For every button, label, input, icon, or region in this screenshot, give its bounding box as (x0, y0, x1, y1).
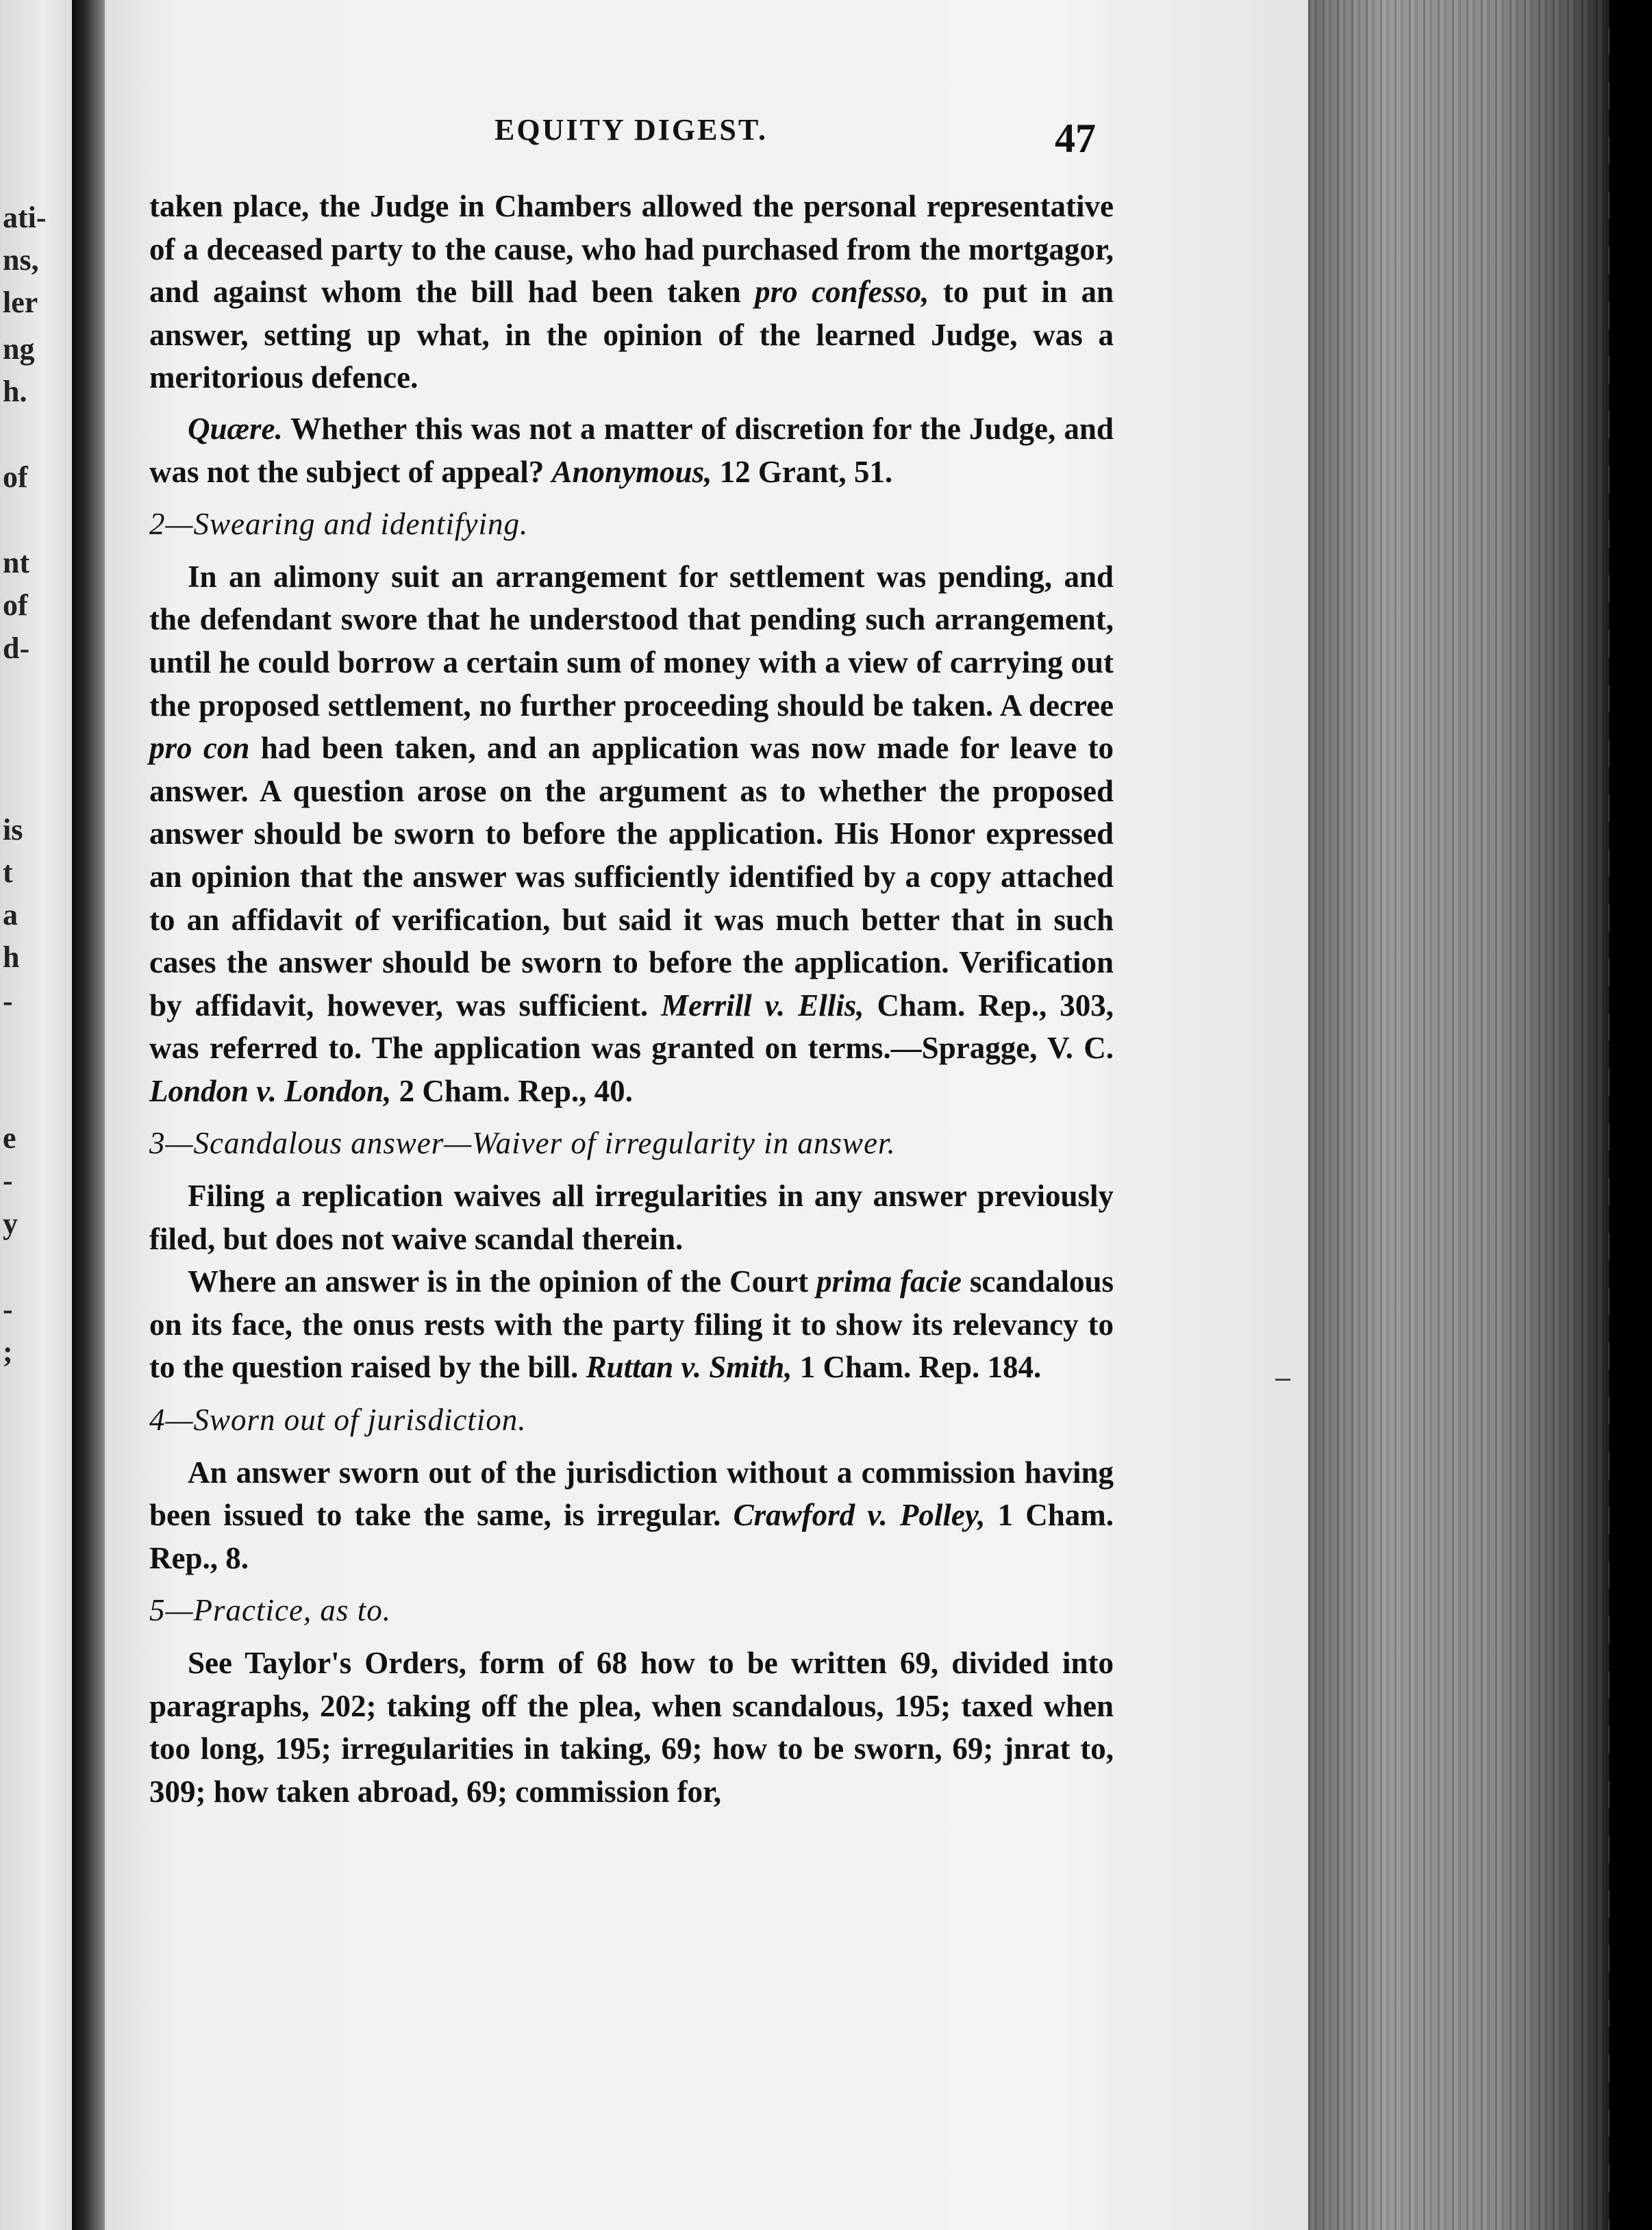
margin-fragment: h. (3, 375, 27, 408)
margin-fragment: ; (3, 1335, 13, 1368)
text-run: Cham. Rep., 303, was referred to. The application was granted on terms.—Spragge, V. C. (149, 988, 1114, 1066)
text-run: had been taken, and an application was now made for leave to answer. A question arose on the argument as to whether the proposed answer should be sworn to before the application. His Honor expressed an opinion that the answer was sufficiently identified by a copy attached to an affidavit of verification, but said it was much better that in such cases the answer should be sworn to before the application. Verification by affidavit, however, was sufficient. (149, 731, 1114, 1023)
margin-fragment: h (3, 940, 20, 974)
italic-term: prima facie (816, 1264, 962, 1299)
paragraph (149, 408, 1114, 493)
page-body (149, 185, 1114, 1813)
text-run: Where an answer is in the opinion of the Court (188, 1264, 817, 1299)
paragraph: Filing a replication waives all irregularities in any answer previously filed, but does not waive scandal therein. (149, 1179, 1114, 1256)
paragraph (149, 1451, 1114, 1580)
margin-fragment: a (3, 898, 18, 931)
margin-fragment: t (3, 855, 13, 889)
text-run: 12 Grant, 51. (712, 454, 893, 489)
text-run: 2 Cham. Rep., 40. (391, 1073, 633, 1108)
margin-fragment: - (3, 984, 13, 1018)
margin-fragment: of (3, 460, 28, 494)
section-heading: 3—Scandalous answer—Waiver of irregularity in answer. (149, 1126, 896, 1161)
section-heading: 4—Sworn out of jurisdiction. (149, 1403, 527, 1438)
running-header: EQUITY DIGEST. (495, 113, 768, 147)
margin-fragment: - (3, 1292, 13, 1326)
paragraph (149, 185, 1114, 399)
text-run: taken place, the Judge in Chambers allowed the personal representative of a deceased party to the cause, who had purchased from the mortgagor, and against whom the bill had been taken (149, 189, 1114, 310)
italic-term: Quære. (188, 411, 283, 446)
scan-border (1610, 0, 1652, 2230)
italic-term: pro confesso, (755, 275, 929, 310)
case-citation: Ruttan v. Smith, (586, 1350, 792, 1385)
margin-fragment: y (3, 1207, 18, 1240)
margin-fragment: e (3, 1121, 16, 1155)
text-run: scandalous on its face, the onus rests with the party filing it to show its relevancy to to the question raised by the bill. (149, 1264, 1114, 1385)
text-run: 1 Cham. Rep. 184. (792, 1350, 1042, 1385)
case-citation: London v. London, (149, 1073, 392, 1108)
margin-fragment: nt (3, 546, 30, 579)
margin-fragment: - (3, 1164, 13, 1197)
margin-fragment: ng (3, 332, 35, 366)
page-edges (1308, 0, 1652, 2230)
page-number: 47 (1055, 116, 1096, 161)
italic-term: pro con (149, 731, 250, 766)
case-citation: Crawford v. Polley, (733, 1498, 986, 1533)
margin-fragment: ler (3, 286, 38, 319)
margin-fragment: of (3, 588, 28, 622)
margin-fragment: is (3, 813, 23, 847)
text-run: In an alimony suit an arrangement for settlement was pending, and the defendant swore that he understood that pending such arrangement, until he could borrow a certain sum of money with a view of carrying out the proposed settlement, no further proceeding should be taken. A decree (149, 559, 1114, 723)
case-citation: Anonymous, (551, 454, 712, 489)
paragraph (149, 555, 1114, 1113)
text-run: Whether this was not a matter of discretion for the Judge, and was not the subject of appeal? (149, 411, 1114, 489)
case-citation: Merrill v. Ellis, (661, 988, 864, 1023)
margin-fragment: ns, (3, 243, 39, 277)
book-gutter (72, 0, 105, 2230)
text-run: to put in an answer, setting up what, in the opinion of the learned Judge, was a meritorious defence. (149, 275, 1114, 395)
text-run: 1 Cham. Rep., 8. (149, 1498, 1114, 1575)
paragraph (149, 1260, 1114, 1389)
text-run: An answer sworn out of the jurisdiction without a commission having been issued to take the same, is irregular. (149, 1455, 1114, 1533)
paragraph: See Taylor's Orders, form of 68 how to be written 69, divided into paragraphs, 202; taking off the plea, when scandalous, 195; taxed when too long, 195; irregularities in taking, 69; how to be sworn, 69; jnrat to, 309; how taken abroad, 69; commission for, (149, 1646, 1114, 1809)
margin-fragment: ati- (3, 201, 47, 234)
margin-mark (1275, 1379, 1290, 1381)
section-heading: 5—Practice, as to. (149, 1593, 391, 1628)
section-heading: 2—Swearing and identifying. (149, 507, 529, 542)
margin-fragment: d- (3, 631, 30, 665)
